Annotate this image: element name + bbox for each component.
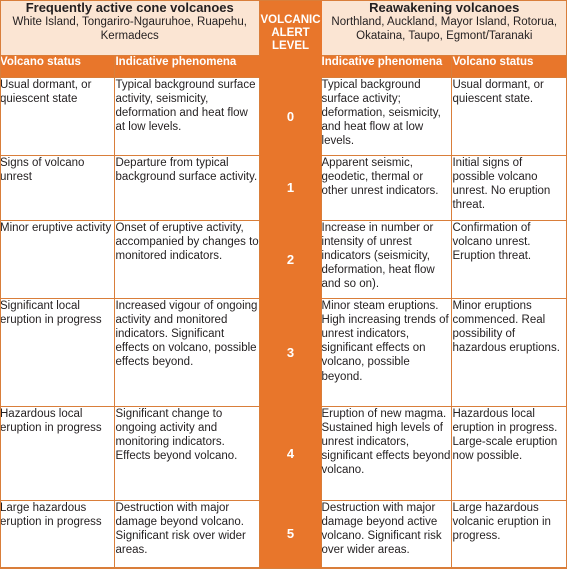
right-status-cell: Hazardous local eruption in progress. Large-scale eruption now possible. — [452, 406, 567, 500]
alert-level-header-line1: VOLCANIC — [260, 14, 321, 26]
left-phenomena-cell: Departure from typical background surface activity. — [115, 155, 260, 220]
left-phenomena-cell: Significant change to ongoing activity and monitoring indicators. Effects beyond volcano. — [115, 406, 260, 500]
frequently-active-title: Frequently active cone volcanoes — [25, 0, 234, 15]
reawakening-subtitle: Northland, Auckland, Mayor Island, Rotorua, Okataina, Taupo, Egmont/Taranaki — [331, 16, 558, 42]
left-phenomena-cell: Onset of eruptive activity, accompanied by changes to monitored indicators. — [115, 220, 260, 298]
column-header-volcano-status-left: Volcano status — [0, 55, 115, 77]
column-header-indicative-phenomena-right: Indicative phenomena — [321, 55, 452, 77]
frequently-active-header — [0, 0, 260, 55]
table-row — [0, 406, 567, 500]
alert-level-number: 3 — [260, 298, 321, 406]
left-phenomena-cell: Destruction with major damage beyond volcano. Significant risk over wider areas. — [115, 500, 260, 567]
frequently-active-subtitle: White Island, Tongariro-Ngauruhoe, Ruapehu, Kermadecs — [12, 16, 247, 42]
left-phenomena-cell: Increased vigour of ongoing activity and monitored indicators. Significant effects on volcano, possible effects beyond. — [115, 298, 260, 406]
table-row — [0, 298, 567, 406]
right-phenomena-cell: Apparent seismic, geodetic, thermal or other unrest indicators. — [321, 155, 452, 220]
table-row — [0, 155, 567, 220]
left-status-cell: Significant local eruption in progress — [0, 298, 115, 406]
alert-level-number: 1 — [260, 155, 321, 220]
right-phenomena-cell: Minor steam eruptions. High increasing trends of unrest indicators, significant effects on volcano, possible beyond. — [321, 298, 452, 406]
alert-level-header-line2: ALERT — [271, 27, 310, 39]
right-status-cell: Initial signs of possible volcano unrest. No eruption threat. — [452, 155, 567, 220]
left-phenomena-cell: Typical background surface activity, seismicity, deformation and heat flow at low levels. — [115, 77, 260, 155]
table-row — [0, 220, 567, 298]
right-phenomena-cell: Eruption of new magma. Sustained high levels of unrest indicators, significant effects beyond volcano. — [321, 406, 452, 500]
right-phenomena-cell: Typical background surface activity; deformation, seismicity, and heat flow at low levels. — [321, 77, 452, 155]
reawakening-title: Reawakening volcanoes — [369, 0, 520, 15]
reawakening-header — [321, 0, 567, 55]
alert-level-number: 5 — [260, 500, 321, 567]
right-status-cell: Large hazardous volcanic eruption in progress. — [452, 500, 567, 567]
left-status-cell: Hazardous local eruption in progress — [0, 406, 115, 500]
table-row — [0, 500, 567, 567]
left-status-cell: Large hazardous eruption in progress — [0, 500, 115, 567]
right-phenomena-cell: Increase in number or intensity of unrest indicators (seismicity, deformation, heat flow and so on). — [321, 220, 452, 298]
alert-level-number: 0 — [260, 77, 321, 155]
left-status-cell: Minor eruptive activity — [0, 220, 115, 298]
right-status-cell: Usual dormant, or quiescent state. — [452, 77, 567, 155]
column-header-volcano-status-right: Volcano status — [452, 55, 567, 77]
column-header-indicative-phenomena-left: Indicative phenomena — [115, 55, 260, 77]
left-status-cell: Signs of volcano unrest — [0, 155, 115, 220]
alert-level-header-line3: LEVEL — [271, 40, 310, 52]
left-status-cell: Usual dormant, or quiescent state — [0, 77, 115, 155]
right-status-cell: Minor eruptions commenced. Real possibility of hazardous eruptions. — [452, 298, 567, 406]
table-row — [0, 77, 567, 155]
right-phenomena-cell: Destruction with major damage beyond active volcano. Significant risk over wider areas. — [321, 500, 452, 567]
right-status-cell: Confirmation of volcano unrest. Eruption threat. — [452, 220, 567, 298]
alert-level-number: 4 — [260, 406, 321, 500]
volcanic-alert-level-header — [260, 0, 321, 77]
alert-level-number: 2 — [260, 220, 321, 298]
